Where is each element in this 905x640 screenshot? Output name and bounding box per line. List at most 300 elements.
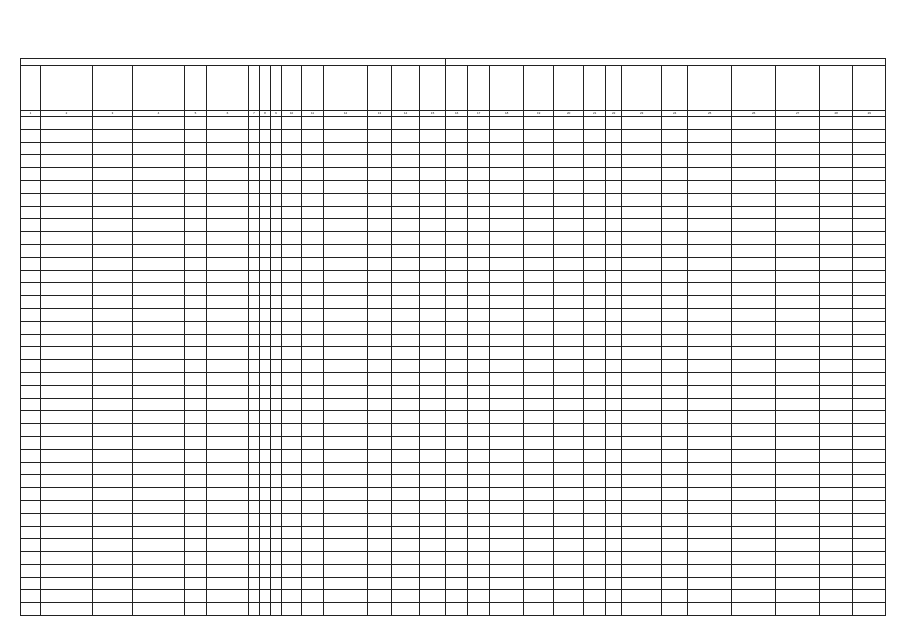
table-row: [21, 296, 886, 309]
table-cell: [133, 206, 185, 219]
table-cell: [468, 449, 490, 462]
table-cell: [688, 398, 732, 411]
table-cell: [554, 539, 584, 552]
table-cell: [420, 321, 446, 334]
table-cell: [368, 500, 392, 513]
table-cell: [324, 283, 368, 296]
table-cell: [468, 398, 490, 411]
column-header-26: [732, 66, 776, 111]
table-cell: [249, 539, 260, 552]
table-cell: [584, 219, 606, 232]
table-cell: [732, 436, 776, 449]
table-cell: [41, 603, 93, 616]
table-cell: [584, 180, 606, 193]
table-cell: [420, 206, 446, 219]
table-cell: [554, 283, 584, 296]
table-cell: [368, 168, 392, 181]
table-cell: [606, 385, 622, 398]
table-cell: [302, 488, 324, 501]
table-cell: [420, 552, 446, 565]
table-cell: [260, 475, 271, 488]
table-cell: [392, 436, 420, 449]
table-cell: [420, 539, 446, 552]
table-cell: [554, 296, 584, 309]
table-cell: [302, 296, 324, 309]
table-cell: [260, 117, 271, 130]
table-cell: [622, 180, 662, 193]
table-cell: [688, 590, 732, 603]
table-cell: [249, 283, 260, 296]
table-cell: [302, 436, 324, 449]
table-cell: [392, 232, 420, 245]
table-cell: [21, 283, 41, 296]
table-cell: [207, 475, 249, 488]
table-cell: [662, 244, 688, 257]
table-cell: [490, 308, 524, 321]
table-cell: [490, 180, 524, 193]
table-cell: [41, 321, 93, 334]
table-row: [21, 398, 886, 411]
table-cell: [207, 321, 249, 334]
column-header-22: [606, 66, 622, 111]
column-header-13: [368, 66, 392, 111]
table-cell: [324, 411, 368, 424]
table-cell: [622, 411, 662, 424]
column-header-8: [260, 66, 271, 111]
table-cell: [688, 526, 732, 539]
table-cell: [468, 193, 490, 206]
table-cell: [185, 360, 207, 373]
table-cell: [446, 577, 468, 590]
table-cell: [302, 462, 324, 475]
table-cell: [524, 129, 554, 142]
table-cell: [41, 244, 93, 257]
column-number-28: 28: [820, 111, 853, 117]
table-cell: [41, 398, 93, 411]
table-cell: [853, 577, 886, 590]
table-cell: [271, 449, 282, 462]
table-cell: [282, 398, 302, 411]
table-cell: [606, 321, 622, 334]
table-cell: [133, 270, 185, 283]
table-cell: [584, 372, 606, 385]
table-row: [21, 347, 886, 360]
table-cell: [490, 590, 524, 603]
table-cell: [133, 347, 185, 360]
table-cell: [207, 372, 249, 385]
table-cell: [688, 117, 732, 130]
table-cell: [524, 436, 554, 449]
table-cell: [524, 360, 554, 373]
table-cell: [185, 219, 207, 232]
table-cell: [324, 564, 368, 577]
column-number-11: 11: [302, 111, 324, 117]
table-cell: [271, 539, 282, 552]
table-cell: [260, 270, 271, 283]
table-cell: [622, 539, 662, 552]
table-cell: [324, 488, 368, 501]
table-cell: [93, 500, 133, 513]
table-cell: [446, 360, 468, 373]
table-cell: [606, 129, 622, 142]
table-cell: [554, 142, 584, 155]
table-cell: [776, 398, 820, 411]
table-cell: [207, 436, 249, 449]
table-cell: [41, 424, 93, 437]
table-cell: [260, 436, 271, 449]
table-cell: [392, 193, 420, 206]
table-cell: [446, 334, 468, 347]
table-cell: [622, 552, 662, 565]
column-number-13: 13: [368, 111, 392, 117]
table-cell: [271, 603, 282, 616]
table-cell: [622, 372, 662, 385]
table-cell: [490, 372, 524, 385]
table-cell: [249, 603, 260, 616]
table-cell: [420, 398, 446, 411]
table-cell: [271, 206, 282, 219]
table-cell: [622, 257, 662, 270]
table-cell: [524, 155, 554, 168]
table-cell: [732, 180, 776, 193]
table-cell: [392, 129, 420, 142]
table-cell: [392, 180, 420, 193]
table-cell: [185, 462, 207, 475]
table-cell: [93, 411, 133, 424]
table-cell: [302, 257, 324, 270]
table-cell: [853, 526, 886, 539]
table-cell: [606, 526, 622, 539]
table-cell: [93, 552, 133, 565]
table-cell: [688, 385, 732, 398]
table-cell: [662, 142, 688, 155]
table-cell: [392, 360, 420, 373]
table-cell: [249, 475, 260, 488]
table-cell: [820, 206, 853, 219]
table-cell: [468, 424, 490, 437]
table-cell: [688, 475, 732, 488]
table-row: [21, 577, 886, 590]
table-cell: [324, 193, 368, 206]
table-cell: [820, 577, 853, 590]
table-cell: [622, 424, 662, 437]
table-row: [21, 603, 886, 616]
table-cell: [93, 347, 133, 360]
column-number-1: 1: [21, 111, 41, 117]
table-cell: [468, 603, 490, 616]
table-cell: [606, 206, 622, 219]
table-cell: [93, 424, 133, 437]
table-cell: [853, 155, 886, 168]
table-cell: [776, 129, 820, 142]
table-cell: [662, 603, 688, 616]
table-cell: [776, 424, 820, 437]
table-cell: [606, 296, 622, 309]
table-cell: [584, 513, 606, 526]
table-cell: [584, 475, 606, 488]
table-cell: [93, 603, 133, 616]
table-cell: [688, 232, 732, 245]
column-header-28: [820, 66, 853, 111]
table-cell: [606, 603, 622, 616]
column-number-25: 25: [688, 111, 732, 117]
table-cell: [732, 129, 776, 142]
table-cell: [185, 385, 207, 398]
table-cell: [420, 142, 446, 155]
table-cell: [820, 372, 853, 385]
table-cell: [392, 411, 420, 424]
table-cell: [524, 539, 554, 552]
table-cell: [820, 513, 853, 526]
table-cell: [468, 590, 490, 603]
table-cell: [420, 117, 446, 130]
table-cell: [820, 283, 853, 296]
table-cell: [584, 539, 606, 552]
table-cell: [271, 308, 282, 321]
table-cell: [420, 488, 446, 501]
table-cell: [446, 398, 468, 411]
table-cell: [93, 488, 133, 501]
table-cell: [662, 347, 688, 360]
table-cell: [41, 360, 93, 373]
table-cell: [41, 334, 93, 347]
table-cell: [820, 142, 853, 155]
table-cell: [524, 526, 554, 539]
table-row: [21, 117, 886, 130]
table-cell: [260, 603, 271, 616]
table-cell: [688, 347, 732, 360]
table-cell: [207, 193, 249, 206]
table-cell: [446, 129, 468, 142]
table-cell: [688, 424, 732, 437]
table-cell: [490, 257, 524, 270]
table-cell: [21, 449, 41, 462]
table-cell: [207, 385, 249, 398]
table-row: [21, 244, 886, 257]
table-cell: [133, 500, 185, 513]
table-cell: [302, 360, 324, 373]
table-cell: [271, 257, 282, 270]
table-cell: [622, 449, 662, 462]
table-cell: [776, 577, 820, 590]
table-cell: [260, 449, 271, 462]
table-cell: [21, 296, 41, 309]
table-cell: [468, 347, 490, 360]
table-cell: [853, 142, 886, 155]
table-cell: [260, 232, 271, 245]
table-cell: [282, 513, 302, 526]
table-cell: [662, 270, 688, 283]
table-cell: [853, 270, 886, 283]
table-cell: [820, 270, 853, 283]
table-cell: [249, 232, 260, 245]
table-cell: [392, 385, 420, 398]
table-cell: [853, 347, 886, 360]
table-cell: [271, 564, 282, 577]
table-cell: [688, 462, 732, 475]
table-cell: [249, 500, 260, 513]
table-cell: [392, 142, 420, 155]
table-cell: [368, 539, 392, 552]
table-cell: [662, 500, 688, 513]
table-cell: [93, 193, 133, 206]
table-cell: [93, 564, 133, 577]
table-cell: [249, 590, 260, 603]
table-cell: [93, 244, 133, 257]
column-header-10: [282, 66, 302, 111]
table-cell: [185, 296, 207, 309]
table-cell: [21, 513, 41, 526]
table-cell: [282, 321, 302, 334]
table-cell: [249, 296, 260, 309]
table-cell: [853, 539, 886, 552]
table-cell: [282, 270, 302, 283]
table-cell: [606, 488, 622, 501]
column-number-24: 24: [662, 111, 688, 117]
table-cell: [490, 436, 524, 449]
table-cell: [420, 577, 446, 590]
table-cell: [732, 372, 776, 385]
table-cell: [368, 219, 392, 232]
table-cell: [554, 270, 584, 283]
table-cell: [368, 577, 392, 590]
table-row: [21, 424, 886, 437]
table-cell: [93, 360, 133, 373]
table-cell: [446, 424, 468, 437]
table-cell: [302, 513, 324, 526]
table-cell: [185, 117, 207, 130]
table-cell: [249, 117, 260, 130]
table-cell: [249, 513, 260, 526]
table-cell: [584, 232, 606, 245]
table-cell: [368, 475, 392, 488]
table-cell: [282, 475, 302, 488]
table-cell: [554, 129, 584, 142]
table-cell: [688, 500, 732, 513]
column-number-5: 5: [185, 111, 207, 117]
table-cell: [420, 462, 446, 475]
table-cell: [468, 526, 490, 539]
table-cell: [21, 270, 41, 283]
table-cell: [282, 347, 302, 360]
table-cell: [776, 372, 820, 385]
table-cell: [776, 296, 820, 309]
table-cell: [554, 308, 584, 321]
table-cell: [468, 283, 490, 296]
table-cell: [688, 513, 732, 526]
table-cell: [392, 462, 420, 475]
column-number-29: 29: [853, 111, 886, 117]
table-cell: [468, 500, 490, 513]
table-cell: [302, 411, 324, 424]
table-cell: [622, 232, 662, 245]
table-cell: [302, 308, 324, 321]
table-cell: [820, 488, 853, 501]
table-cell: [392, 577, 420, 590]
table-cell: [524, 232, 554, 245]
table-cell: [524, 372, 554, 385]
table-cell: [622, 488, 662, 501]
table-cell: [21, 552, 41, 565]
table-cell: [392, 296, 420, 309]
table-cell: [554, 385, 584, 398]
table-cell: [21, 117, 41, 130]
table-cell: [420, 449, 446, 462]
table-cell: [524, 334, 554, 347]
table-cell: [622, 270, 662, 283]
table-cell: [41, 500, 93, 513]
table-cell: [732, 270, 776, 283]
table-cell: [820, 590, 853, 603]
table-cell: [271, 385, 282, 398]
table-cell: [185, 168, 207, 181]
table-cell: [688, 155, 732, 168]
table-cell: [302, 552, 324, 565]
table-row: [21, 552, 886, 565]
table-cell: [490, 449, 524, 462]
table-cell: [41, 257, 93, 270]
table-cell: [302, 244, 324, 257]
table-cell: [207, 513, 249, 526]
table-cell: [524, 500, 554, 513]
table-cell: [368, 526, 392, 539]
table-cell: [446, 488, 468, 501]
table-cell: [688, 168, 732, 181]
table-cell: [468, 513, 490, 526]
table-cell: [622, 283, 662, 296]
table-cell: [853, 372, 886, 385]
table-cell: [468, 232, 490, 245]
table-cell: [606, 142, 622, 155]
column-number-15: 15: [420, 111, 446, 117]
table-cell: [853, 232, 886, 245]
table-cell: [853, 436, 886, 449]
table-cell: [584, 155, 606, 168]
table-cell: [282, 180, 302, 193]
table-cell: [249, 347, 260, 360]
table-cell: [271, 180, 282, 193]
table-cell: [820, 449, 853, 462]
column-number-22: 22: [606, 111, 622, 117]
table-cell: [302, 347, 324, 360]
table-cell: [732, 347, 776, 360]
table-cell: [853, 206, 886, 219]
table-cell: [662, 193, 688, 206]
table-cell: [368, 360, 392, 373]
table-cell: [776, 449, 820, 462]
table-cell: [820, 398, 853, 411]
table-cell: [606, 564, 622, 577]
table-cell: [282, 462, 302, 475]
table-cell: [207, 168, 249, 181]
table-cell: [468, 488, 490, 501]
table-cell: [324, 526, 368, 539]
table-cell: [271, 590, 282, 603]
table-cell: [468, 539, 490, 552]
table-cell: [662, 436, 688, 449]
table-cell: [622, 564, 662, 577]
table-cell: [282, 244, 302, 257]
table-cell: [662, 257, 688, 270]
table-cell: [185, 244, 207, 257]
table-cell: [732, 117, 776, 130]
table-cell: [392, 500, 420, 513]
table-cell: [490, 385, 524, 398]
table-cell: [420, 180, 446, 193]
table-cell: [468, 564, 490, 577]
column-header-29: [853, 66, 886, 111]
table-cell: [490, 411, 524, 424]
